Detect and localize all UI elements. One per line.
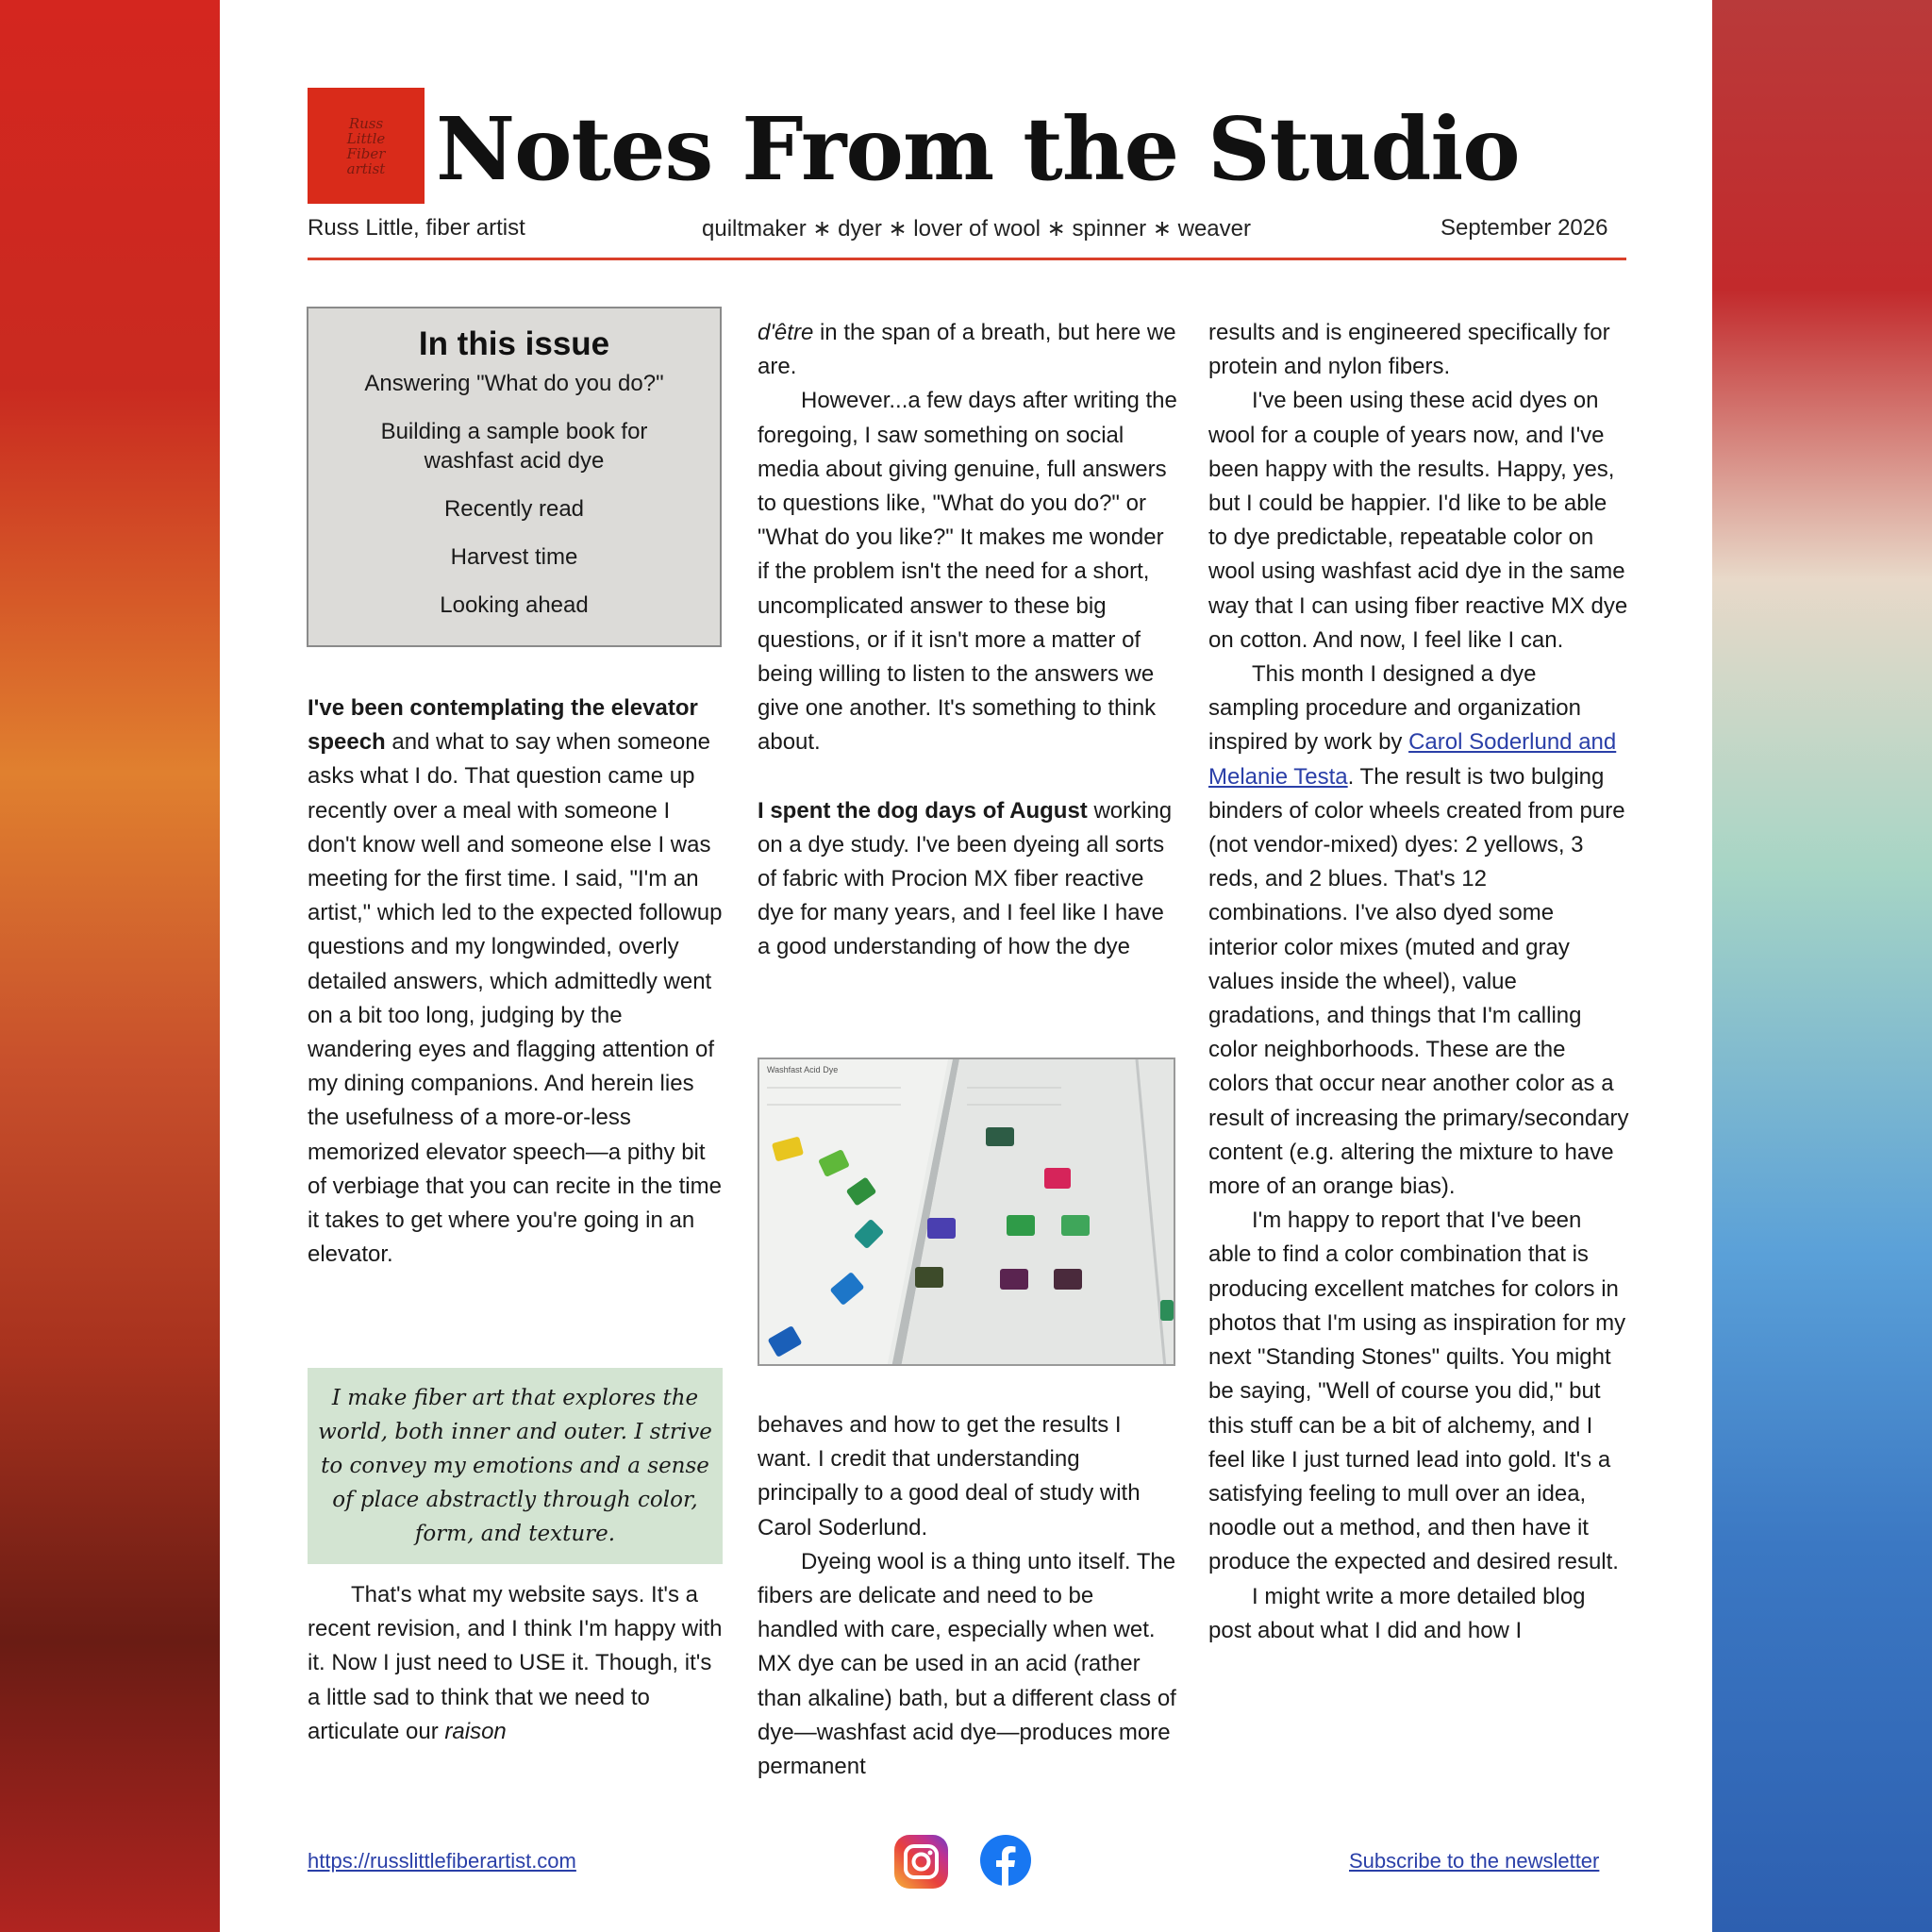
newsletter-title: Notes From the Studio (436, 98, 1520, 200)
paragraph-text: and what to say when someone asks what I do. That question came up recently over a meal with someone I don't know well and someone else I was meeting for the first time. I said, "I'm an artist," which led to the expected followup questions and my longwinded, overly detailed answers, which admittedly went on a bit too long, judging by the wandering eyes and flagging attention of my dining companions. And herein lies the usefulness of a more-or-less memorized elevator speech—a pithy bit of verbiage that you can recite in the time it takes to get where you're going in an elevator. (308, 729, 723, 1268)
logo-line: artist (346, 159, 386, 177)
facebook-icon[interactable] (980, 1835, 1031, 1886)
column-2-bottom (758, 1408, 1177, 1784)
column-3 (1208, 316, 1629, 1648)
quote-text: I make fiber art that explores the world, both inner and outer. I strive to convey my emotions and a sense of place abstractly through color, form, and texture. (318, 1386, 712, 1546)
issue-box-heading: In this issue (418, 325, 610, 362)
in-this-issue-box (307, 307, 722, 647)
author-line: Russ Little, fiber artist (308, 215, 525, 241)
italic-text: raison (444, 1718, 507, 1744)
logo (308, 88, 425, 204)
instagram-icon[interactable] (894, 1835, 948, 1889)
issue-item: Looking ahead (440, 592, 589, 618)
background-left (0, 0, 220, 1932)
subscribe-link[interactable]: Subscribe to the newsletter (1349, 1849, 1600, 1873)
paragraph: behaves and how to get the results I want. I credit that understanding principally to a good deal of study with Carol Soderlund. (758, 1412, 1141, 1541)
column-1-continued (308, 1578, 723, 1749)
issue-item: Recently read (443, 496, 585, 522)
paragraph-text: in the span of a breath, but here we are. (758, 320, 1176, 380)
logo-line: Little (346, 129, 386, 147)
paragraph: results and is engineered specifically for protein and nylon fibers. (1208, 320, 1610, 380)
issue-item: Building a sample book for washfast acid dye (380, 419, 648, 474)
column-1-intro (308, 691, 723, 1272)
issue-item: Harvest time (450, 544, 578, 570)
italic-text: d'être (758, 320, 814, 345)
paragraph: Dyeing wool is a thing unto itself. The fibers are delicate and need to be handled with care, especially when wet. MX dye can be used in an acid (rather than alkaline) bath, but a different class of dye—washfast acid dye—produces more permanent (758, 1548, 1176, 1780)
paragraph: However...a few days after writing the foregoing, I saw something on social media about giving genuine, full answers to questions like, "What do you do?" or "What do you like?" It makes me wonder if the problem isn't the need for a short, uncomplicated answer to these big questions, or if it isn't more a matter of being willing to listen to the answers we give one another. It's something to think about. (758, 388, 1177, 756)
paragraph (758, 794, 1177, 965)
paragraph (1208, 658, 1629, 1204)
website-quote-box (308, 1368, 723, 1564)
paragraph (758, 316, 1177, 384)
paragraph (308, 691, 723, 1272)
paragraph (308, 1578, 723, 1749)
header-divider (308, 258, 1626, 260)
website-link[interactable]: https://russlittlefiberartist.com (308, 1849, 576, 1873)
tagline: quiltmaker ∗ dyer ∗ lover of wool ∗ spinner ∗ weaver (702, 216, 1251, 242)
lead-in: I spent the dog days of August (758, 797, 1088, 824)
soderlund-testa-link[interactable]: Carol Soderlund and Melanie Testa (1208, 729, 1617, 790)
lead-in: I've been contemplating the elevator speech (308, 695, 698, 756)
photo-label: Washfast Acid Dye (767, 1065, 839, 1074)
paragraph-text: This month I designed a dye sampling procedure and organization inspired by work by (1208, 661, 1581, 756)
dye-sample-illustration (759, 1059, 1175, 1366)
paragraph-text: That's what my website says. It's a recent revision, and I think I'm happy with it. Now I just need to USE it. Though, it's a little sad to think that we need to articulate our (308, 1582, 723, 1744)
dye-sample-photo (758, 1058, 1175, 1366)
logo-line: Fiber (346, 144, 386, 162)
paragraph: I'm happy to report that I've been able to find a color combination that is producing excellent matches for colors in photos that I'm using as inspiration for my next "Standing Stones" quilts. You might be saying, "Well of course you did," but this stuff can be a bit of alchemy, and I feel like I just turned lead into gold. It's a satisfying feeling to mull over an idea, noodle out a method, and then have it produce the expected and desired result. (1208, 1208, 1626, 1575)
logo-line: Russ (348, 114, 384, 132)
issue-date: September 2026 (1441, 215, 1608, 241)
background-right (1712, 0, 1932, 1932)
paragraph: I've been using these acid dyes on wool for a couple of years now, and I've been happy with the results. Happy, yes, but I could be happier. I'd like to be able to dye predictable, repeatable color on wool using washfast acid dye in the same way that I can using fiber reactive MX dye on cotton. And now, I feel like I can. (1208, 388, 1628, 653)
paragraph-text: . The result is two bulging binders of color wheels created from pure (not vendor-mixed) dyes: 2 yellows, 3 reds, and 2 blues. That's 12 combinations. I've also dyed some interior color mixes (muted and gray values inside the wheel), value gradations, and things that I'm calling color neighborhoods. These are the colors that occur near another color as a result of increasing the primary/secondary content (e.g. altering the mixture to have more of an orange bias). (1208, 763, 1629, 1200)
paragraph: I might write a more detailed blog post about what I did and how I (1208, 1583, 1586, 1643)
column-2-top (758, 316, 1177, 965)
paragraph-text: working on a dye study. I've been dyeing all sorts of fabric with Procion MX fiber reactive dye for many years, and I feel like I have a good understanding of how the dye (758, 797, 1173, 960)
issue-item: Answering "What do you do?" (364, 371, 664, 396)
